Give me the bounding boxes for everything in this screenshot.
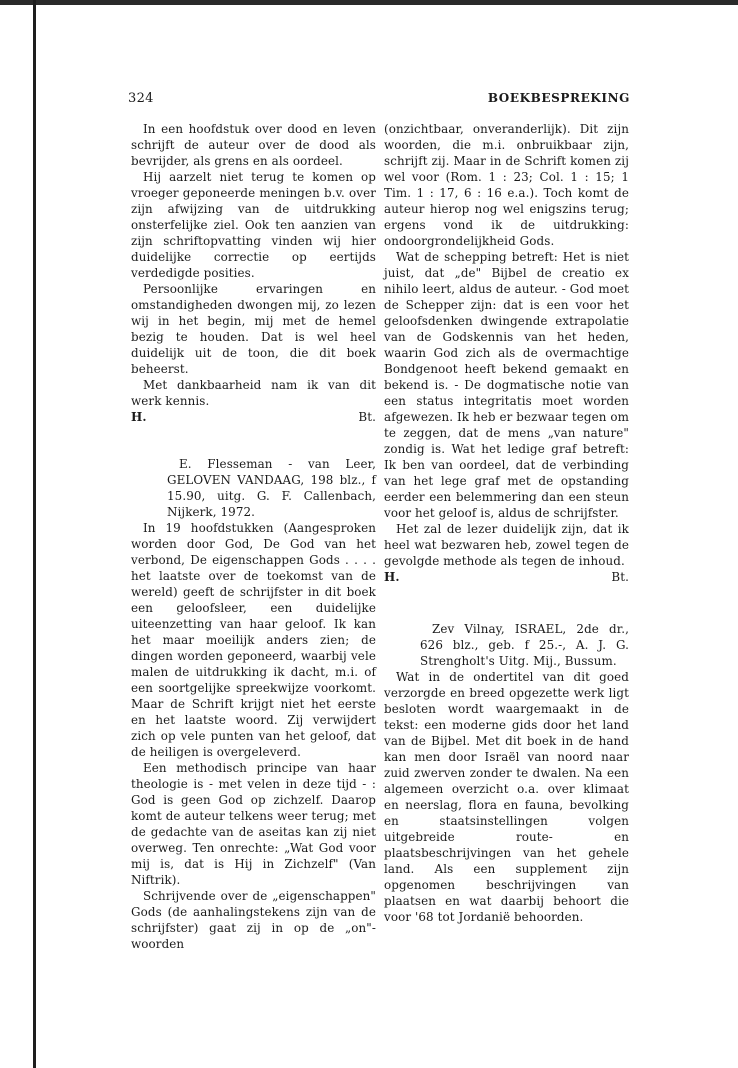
section-spacer	[384, 585, 629, 621]
review2-paragraph: Het zal de lezer duidelijk zijn, dat ik heel wat bezwaren heb, zowel tegen de gevolgde methode als tegen de inhoud.	[384, 522, 629, 568]
review3-citation: Zev Vilnay, ISRAEL, 2de dr., 626 blz., geb. f 25.-, A. J. G. Strengholt's Uitg. Mij., Bussum.	[420, 622, 629, 668]
review2-paragraph-continued: (onzichtbaar, onveranderlijk). Dit zijn woorden, die m.i. onbruikbaar zijn, schrijft zij. Maar in de Schrift komen zij wel voor (Rom. 1 : 23; Col. 1 : 15; 1 Tim. 1 : 17, 6 : 16 e.a.). Toch komt de auteur hierop nog wel enigszins terug; ergens vond ik de uitdrukking: ondoorgrondelijkheid Gods.	[384, 122, 629, 248]
signature-initial: H.	[384, 570, 400, 584]
review2-signature	[384, 569, 629, 585]
review2-paragraph: Wat de schepping betreft: Het is niet juist, dat „de" Bijbel de creatio ex nihilo leert, aldus de auteur. - God moet de Schepper zijn: dat is een voor het geloofsdenken dwingende extrapolatie van de Godskennis van het heden, waarin God zich als de overmachtige Bondgenoot heeft bekend gemaakt en bekend is. - De dogmatische notie van een status integritatis moet worden afgewezen. Ik heb er bezwaar tegen om te zeggen, dat de mens „van nature" zondig is. Wat het ledige graf betreft: Ik ben van oordeel, dat de verbinding van het lege graf met de opstanding eerder een belemmering dan een steun voor het geloof is, aldus de schrijfster.	[384, 250, 629, 520]
review1-paragraph: Persoonlijke ervaringen en omstandigheden dwongen mij, zo lezen wij in het begin, mij met de hemel bezig te houden. Dat is wel heel duidelijk uit de toon, die dit boek beheerst.	[131, 282, 376, 376]
running-head: BOEKBESPREKING	[487, 91, 630, 105]
signature-reviewer: Bt.	[358, 410, 376, 424]
review3-paragraph: Wat in de ondertitel van dit goed verzorgde en breed opgezette werk ligt besloten wordt waargemaakt in de tekst: een moderne gids door het land van de Bijbel. Met dit boek in de hand kan men door Israël van noord naar zuid zwerven zonder te dwalen. Na een algemeen overzicht o.a. over klimaat en neerslag, flora en fauna, bevolking en staatsinstellingen volgen uitgebreide route- en plaatsbeschrijvingen van het gehele land. Als een supplement zijn opgenomen beschrijvingen van plaatsen en wat daarbij behoort die voor '68 tot Jordanië behoorden.	[384, 670, 629, 924]
review1-paragraph: Met dankbaarheid nam ik van dit werk kennis.	[131, 378, 376, 408]
scan-top-border	[0, 0, 738, 5]
signature-reviewer: Bt.	[611, 570, 629, 584]
scan-left-edge	[33, 0, 36, 1068]
signature-initial: H.	[131, 410, 147, 424]
page-number: 324	[128, 91, 154, 106]
left-column	[131, 121, 376, 952]
review2-paragraph: Een methodisch principe van haar theologie is - met velen in deze tijd - : God is geen God op zichzelf. Daarop komt de auteur telkens weer terug; met de gedachte van de aseitas kan zij niet overweg. Ten onrechte: „Wat God voor mij is, dat is Hij in Zichzelf" (Van Niftrik).	[131, 761, 376, 887]
review2-citation: E. Flesseman - van Leer, GELOVEN VANDAAG, 198 blz., f 15.90, uitg. G. F. Callenbach, Nijkerk, 1972.	[167, 457, 376, 519]
review2-paragraph: In 19 hoofdstukken (Aangesproken worden door God, De God van het verbond, De eigenschappen Gods . . . . het laatste over de toekomst van de wereld) geeft de schrijfster in dit boek een geloofsleer, een duidelijke uiteenzetting van haar geloof. Ik kan het maar moeilijk anders zien; de dingen worden geponeerd, waarbij vele malen de uitdrukking ik dacht, m.i. of een soortgelijke spreekwijze voorkomt. Maar de Schrift krijgt niet het eerste en het laatste woord. Zij verwijdert zich op vele punten van het geloof, dat de heiligen is overgeleverd.	[131, 521, 376, 759]
review2-paragraph: Schrijvende over de „eigenschappen" Gods (de aanhalingstekens zijn van de schrijfster) gaat zij in op de „on"-woorden	[131, 889, 376, 951]
section-spacer	[131, 425, 376, 456]
review1-paragraph: Hij aarzelt niet terug te komen op vroeger geponeerde meningen b.v. over zijn afwijzing van de uitdrukking onsterfelijke ziel. Ook ten aanzien van zijn schriftopvatting vinden wij hier duidelijke correctie op eertijds verdedigde posities.	[131, 170, 376, 280]
review1-signature	[131, 409, 376, 425]
right-column	[384, 121, 629, 925]
review1-paragraph: In een hoofdstuk over dood en leven schrijft de auteur over de dood als bevrijder, als grens en als oordeel.	[131, 122, 376, 168]
